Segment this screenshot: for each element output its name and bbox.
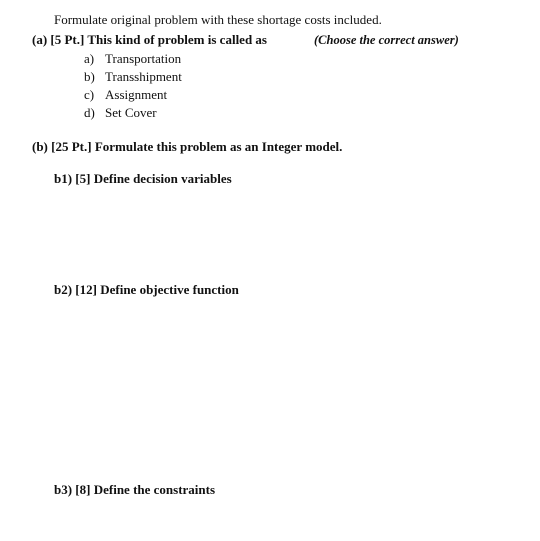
- part-a-hint: (Choose the correct answer): [314, 33, 459, 47]
- option-a-text: Transportation: [105, 51, 182, 66]
- option-d: [84, 105, 284, 121]
- b2-heading: b2) [12] Define objective function: [54, 282, 239, 297]
- option-c-letter: c): [84, 87, 95, 102]
- option-d-letter: d): [84, 105, 95, 120]
- option-a-letter: a): [84, 51, 95, 66]
- option-d-text: Set Cover: [105, 105, 157, 120]
- option-b: [84, 69, 284, 85]
- b1-heading: b1) [5] Define decision variables: [54, 171, 232, 186]
- part-a-question: (a) [5 Pt.] This kind of problem is called as: [32, 32, 267, 47]
- option-c-text: Assignment: [105, 87, 168, 102]
- option-a: [84, 51, 284, 67]
- option-b-text: Transshipment: [105, 69, 182, 84]
- intro-text: Formulate original problem with these shortage costs included.: [54, 12, 382, 27]
- option-c: [84, 87, 284, 103]
- b3-heading: b3) [8] Define the constraints: [54, 482, 216, 497]
- option-b-letter: b): [84, 69, 95, 84]
- part-b-question: (b) [25 Pt.] Formulate this problem as an Integer model.: [32, 139, 343, 154]
